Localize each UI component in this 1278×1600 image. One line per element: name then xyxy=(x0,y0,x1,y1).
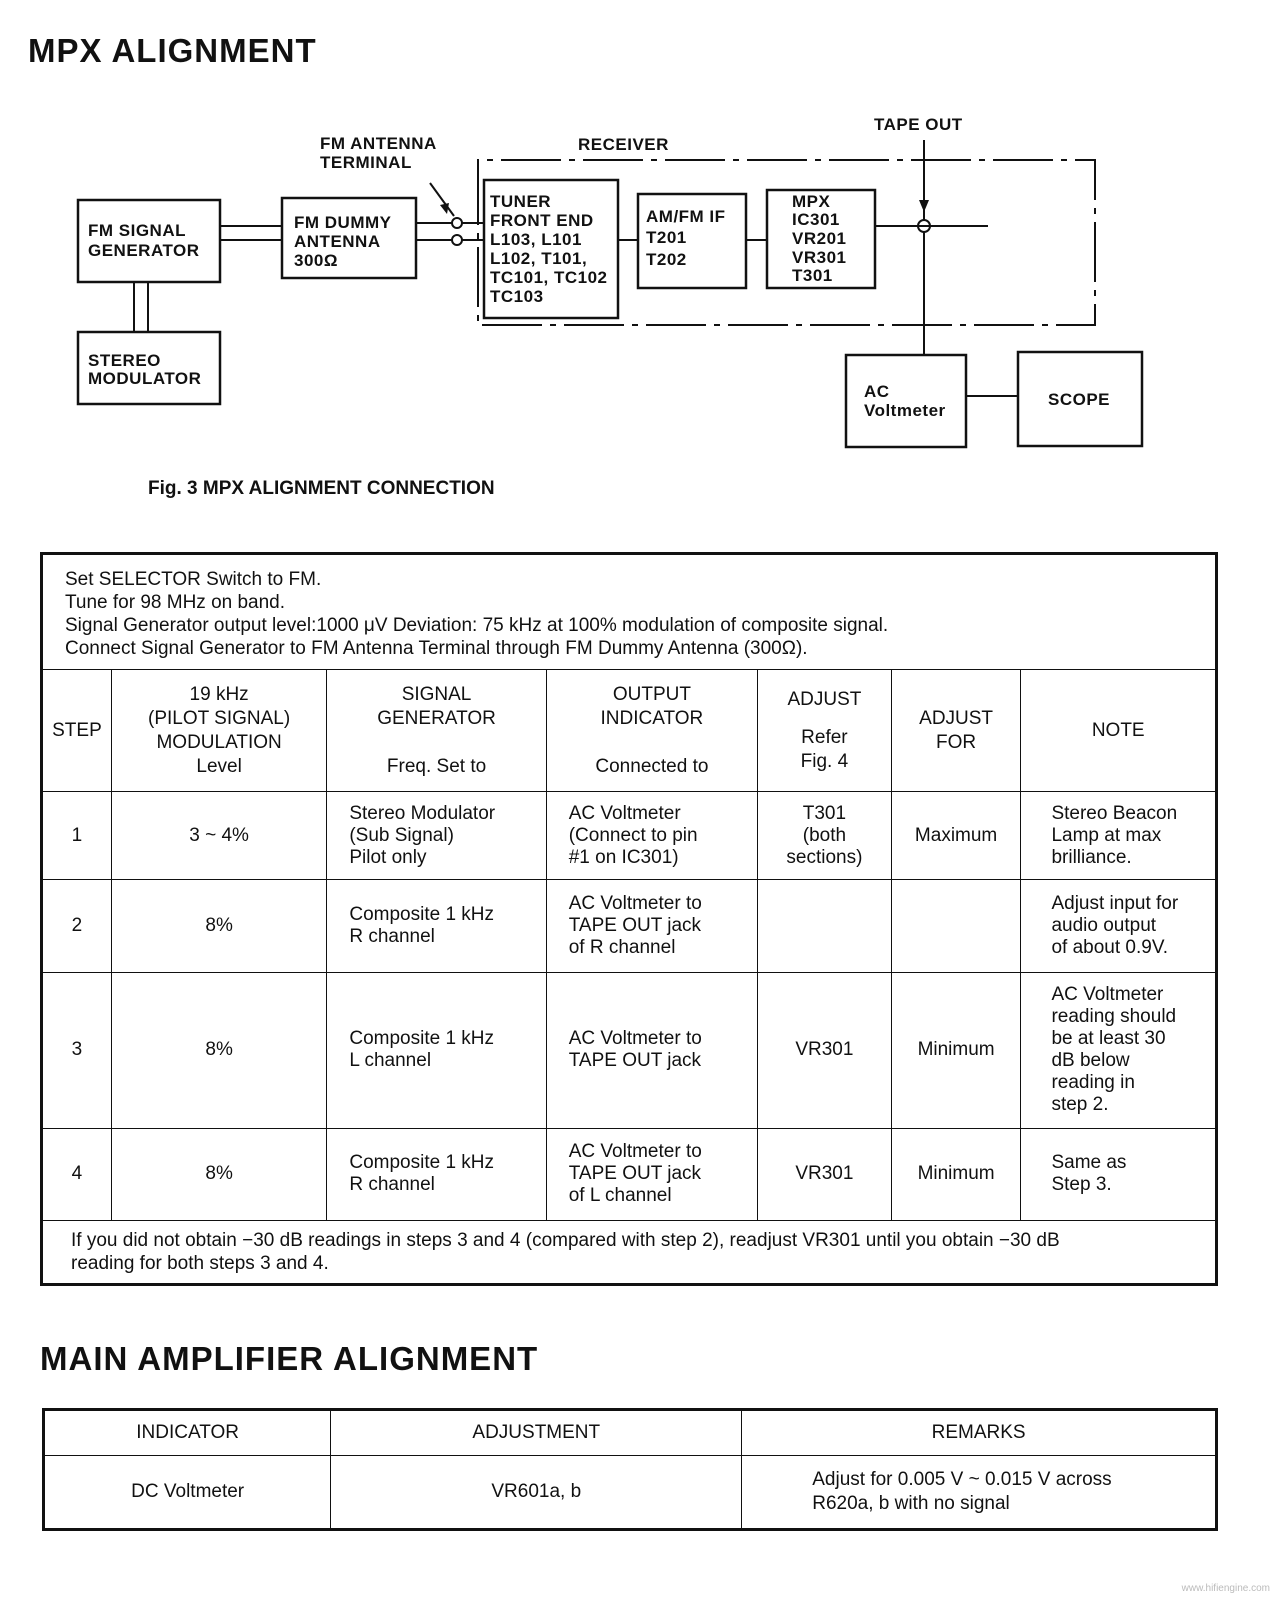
tape-out-label: TAPE OUT xyxy=(874,115,963,134)
antenna-terminal-1 xyxy=(452,218,462,228)
main-amplifier-table xyxy=(42,1408,1218,1531)
table-row: 1 3 ~ 4% Stereo Modulator (Sub Signal) Pilot only AC Voltmeter (Connect to pin #1 on IC301) T301 (both sections) Maximum Stereo Beacon Lamp at max brilliance. xyxy=(42,792,1217,880)
svg-text:GENERATOR: GENERATOR xyxy=(88,241,200,260)
svg-text:TC101, TC102: TC101, TC102 xyxy=(490,268,608,287)
svg-text:MODULATOR: MODULATOR xyxy=(88,369,202,388)
svg-text:Voltmeter: Voltmeter xyxy=(864,401,946,420)
table-row: DC Voltmeter VR601a, b Adjust for 0.005 V ~ 0.015 V across R620a, b with no signal xyxy=(44,1456,1217,1530)
figure-caption: Fig. 3 MPX ALIGNMENT CONNECTION xyxy=(148,478,495,499)
svg-text:T201: T201 xyxy=(646,228,687,247)
fm-dummy-antenna-label: FM DUMMY xyxy=(294,213,392,232)
svg-text:FRONT END: FRONT END xyxy=(490,211,594,230)
svg-text:T202: T202 xyxy=(646,250,687,269)
svg-text:VR301: VR301 xyxy=(792,248,847,267)
header-note: NOTE xyxy=(1021,670,1217,792)
header-adjust: ADJUST Refer Fig. 4 xyxy=(758,670,892,792)
receiver-label: RECEIVER xyxy=(578,135,669,154)
antenna-terminal-2 xyxy=(452,235,462,245)
svg-text:T301: T301 xyxy=(792,266,833,285)
svg-text:L103, L101: L103, L101 xyxy=(490,230,582,249)
amfm-if-label: AM/FM IF xyxy=(646,207,726,226)
mpx-label: MPX xyxy=(792,192,831,211)
mpx-alignment-table xyxy=(40,552,1218,1286)
header-remarks: REMARKS xyxy=(742,1410,1217,1456)
svg-text:300Ω: 300Ω xyxy=(294,251,338,270)
tuner-label: TUNER xyxy=(490,192,552,211)
watermark: www.hifiengine.com xyxy=(1181,1583,1270,1594)
header-signal-generator: SIGNAL GENERATOR Freq. Set to xyxy=(327,670,546,792)
svg-text:TC103: TC103 xyxy=(490,287,544,306)
svg-text:ANTENNA: ANTENNA xyxy=(294,232,381,251)
header-modulation: 19 kHz (PILOT SIGNAL) MODULATION Level xyxy=(111,670,326,792)
stereo-modulator-label: STEREO xyxy=(88,351,161,370)
table-row: 2 8% Composite 1 kHz R channel AC Voltmeter to TAPE OUT jack of R channel Adjust input for audio output of about 0.9V. xyxy=(42,880,1217,972)
table-row: 4 8% Composite 1 kHz R channel AC Voltmeter to TAPE OUT jack of L channel VR301 Minimum Same as Step 3. xyxy=(42,1128,1217,1220)
header-indicator: INDICATOR xyxy=(44,1410,331,1456)
svg-text:IC301: IC301 xyxy=(792,210,840,229)
header-adjust-for: ADJUST FOR xyxy=(891,670,1021,792)
main-amplifier-title: MAIN AMPLIFIER ALIGNMENT xyxy=(40,1340,539,1377)
alignment-connection-diagram xyxy=(0,100,1278,470)
fm-signal-generator-label: FM SIGNAL xyxy=(88,221,186,240)
page-title: MPX ALIGNMENT xyxy=(28,32,317,69)
svg-text:TERMINAL: TERMINAL xyxy=(320,153,412,172)
intro-instructions: Set SELECTOR Switch to FM. Tune for 98 MHz on band. Signal Generator output level:1000 μV Deviation: 75 kHz at 100% modulation of composite signal. Connect Signal Generator to FM Antenna Terminal through FM Dummy Antenna (300Ω). xyxy=(42,554,1217,670)
svg-text:L102, T101,: L102, T101, xyxy=(490,249,588,268)
footer-note: If you did not obtain −30 dB readings in steps 3 and 4 (compared with step 2), readjust VR301 until you obtain −30 dB reading for both steps 3 and 4. xyxy=(42,1220,1217,1284)
ac-voltmeter-label: AC xyxy=(864,382,890,401)
header-output-indicator: OUTPUT INDICATOR Connected to xyxy=(546,670,757,792)
svg-text:VR201: VR201 xyxy=(792,229,847,248)
fm-antenna-terminal-label: FM ANTENNA xyxy=(320,134,437,153)
table-header-row xyxy=(42,670,1217,792)
header-step: STEP xyxy=(42,670,112,792)
scope-label: SCOPE xyxy=(1048,390,1111,409)
table-row: 3 8% Composite 1 kHz L channel AC Voltmeter to TAPE OUT jack VR301 Minimum AC Voltmeter reading should be at least 30 dB below reading in step 2. xyxy=(42,972,1217,1128)
header-adjustment: ADJUSTMENT xyxy=(331,1410,742,1456)
